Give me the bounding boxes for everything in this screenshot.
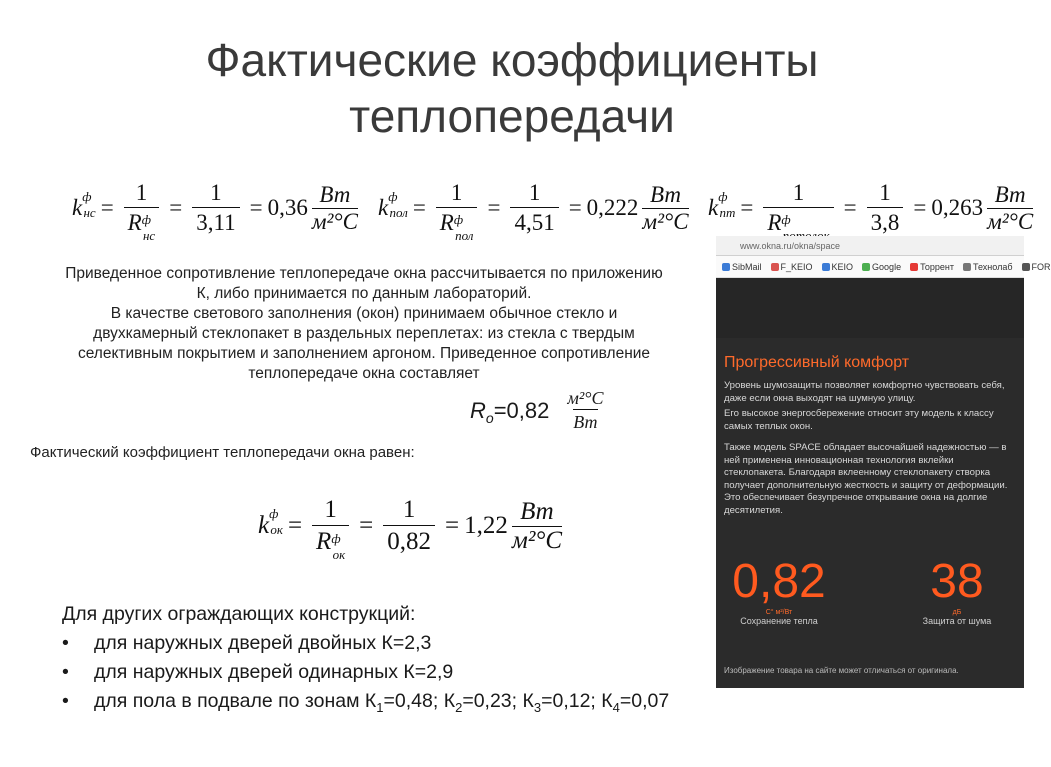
bookmark-item: KEIO — [822, 262, 854, 272]
bookmark-item: Технолаб — [963, 262, 1013, 272]
result-value: 0,222 — [586, 195, 639, 220]
promo-text-3: Также модель SPACE обладает высочайшей надежностью — в ней применена инновационная технология вклейки стеклопакета. Благодаря вклеенному стеклопакету створка получает дополнительную жесткость и защиту от деформации. Это обеспечивает безупречное открывание окна на долгие десятилетия. — [724, 442, 1008, 516]
other-heading: Для других ограждающих конструкций: — [62, 603, 416, 625]
title-line-2: теплопередачи — [349, 90, 675, 142]
fraction: $\frac{1}{3,8}$ — [867, 180, 904, 236]
fraction: $\frac{1}{R^ф_{нс}}$ — [124, 180, 160, 236]
result-value: 0,263 — [931, 195, 984, 220]
fraction: $\frac{1}{R^ф_{пол}}$ — [436, 180, 478, 236]
bookmark-item: Торрент — [910, 262, 954, 272]
url-text: www.okna.ru/okna/space — [740, 241, 841, 251]
page-title — [0, 32, 1024, 144]
ro-unit: м²°С Вт — [567, 388, 604, 432]
unit: Вт м²°С — [511, 497, 562, 554]
formula-ceiling: k ф пт = $\frac{1}{R^ф}$ = $\frac{1}{3,8}$ = 0,263 Вт м²°С — [708, 180, 1034, 235]
stat-heat-label: Сохранение тепла — [740, 616, 818, 626]
bookmark-item: F_KEIO — [771, 262, 813, 272]
disclaimer: Изображение товара на сайте может отличаться от оригинала. — [724, 666, 959, 675]
fraction: $\frac{1}{0,82}$ — [383, 496, 435, 556]
bookmark-item: Google — [862, 262, 901, 272]
formula-walls: k ф нс = $\frac{1}{R^ф_{нс}}$ = $\frac{1}{3,11}$ = 0,36 Вт м²°С — [72, 180, 358, 243]
result-value: 1,22 — [464, 512, 508, 539]
title-line-1: Фактические коэффициенты — [205, 34, 819, 86]
other-constructions — [62, 600, 762, 722]
url-bar — [716, 236, 1024, 256]
promo-text-1: Уровень шумозащиты позволяет комфортно чувствовать себя, даже если окна выходят на шумную улицу. — [724, 380, 1005, 404]
ro-formula: R o =0,82 м²°С Вт — [470, 388, 604, 432]
fraction: $\frac{1}{3,11}$ — [192, 180, 239, 236]
stat-noise — [912, 554, 1002, 626]
stat-heat-unit: С° м²/Вт — [765, 609, 793, 616]
stat-heat — [724, 554, 834, 626]
stat-noise-value: 38 — [930, 555, 984, 608]
promo-heading: Прогрессивный комфорт — [724, 354, 910, 371]
unit: Вт м²°С — [987, 181, 1034, 234]
formula-floor: k ф пол = $\frac{1}{R^ф_{пол}}$ = $\frac{1}{4,51}$ = 0,222 Вт м²°С — [378, 180, 689, 243]
unit: Вт м²°С — [311, 181, 358, 234]
bookmarks-bar — [716, 256, 1051, 278]
fraction: $\frac{1}{R^ф_{ок}}$ — [312, 496, 349, 556]
formula-window: k ф ок = $\frac{1}{R^ф_{ок}}$ = $\frac{1}{0,82}$ = 1,22 Вт м²°С — [258, 496, 562, 562]
fraction: $\frac{1}{R^ф}$ — [763, 180, 833, 236]
bookmark-item: FOR — [1022, 262, 1051, 272]
description-paragraph: Приведенное сопротивление теплопередаче окна рассчитывается по приложению К, либо принимается по данным лабораторий. В качестве светового заполнения (окон) принимаем обычное стекло и двухкамерный стеклопакет в раздельных переплетах: из стекла с твердым селективным покрытием и заполнением аргоном. Приведенное сопротивление теплопередаче окна составляет — [65, 265, 663, 382]
bookmark-item: SibMail — [722, 262, 762, 272]
fraction: $\frac{1}{4,51}$ — [510, 180, 558, 236]
fact-text: Фактический коэффициент теплопередачи окна равен: — [30, 444, 415, 461]
list-item: • для наружных дверей двойных К=2,3 — [62, 632, 432, 654]
stat-noise-unit: дБ — [952, 609, 962, 616]
unit: Вт м²°С — [642, 181, 689, 234]
list-item: • для пола в подвале по зонам $К_1=0,48$; $К_2=0,23$; $К_3=0,12$; $К_4=0,07$ — [62, 690, 670, 715]
stat-noise-label: Защита от шума — [922, 616, 992, 626]
result-value: 0,36 — [267, 195, 308, 220]
stat-heat-value: 0,82 — [732, 555, 826, 608]
promo-text-2: Его высокое энергосбережение относит эту модель к классу самых теплых окон. — [724, 408, 994, 432]
website-screenshot — [716, 236, 1051, 688]
list-item: • для наружных дверей одинарных К=2,9 — [62, 661, 454, 683]
